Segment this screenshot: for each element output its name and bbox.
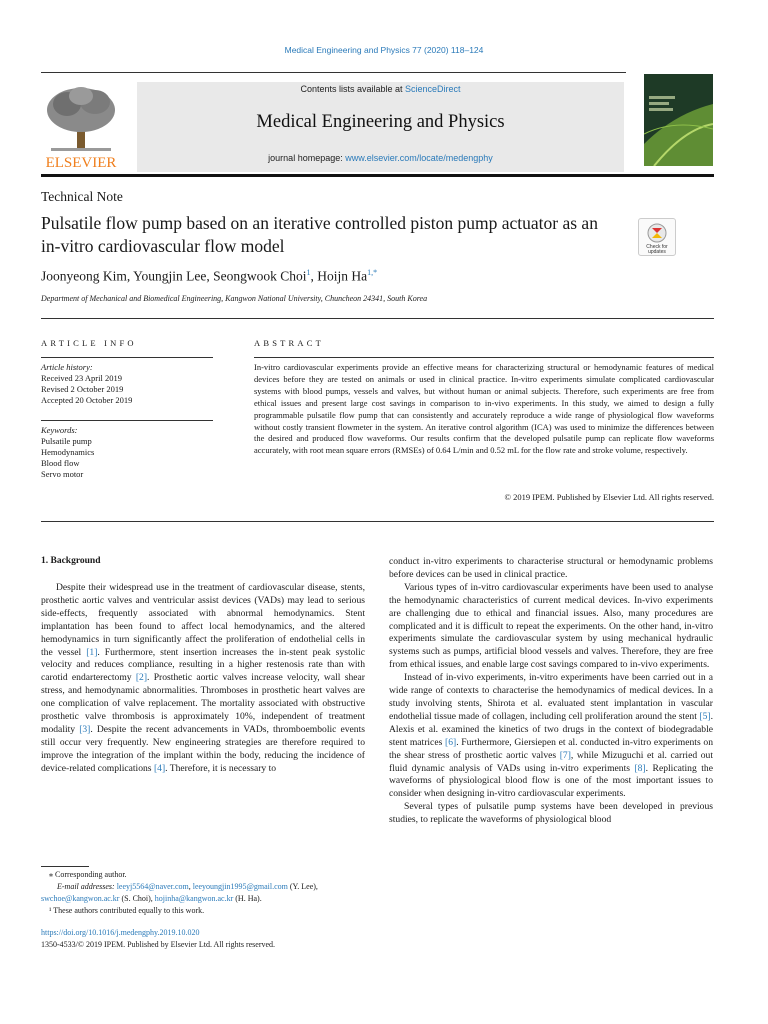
keyword: Hemodynamics — [41, 447, 95, 457]
email-line: E-mail addresses: leeyj5564@naver.com, leeyoungjin1995@gmail.com (Y. Lee), — [57, 882, 318, 891]
abstract-rule — [254, 357, 714, 358]
citation-link[interactable]: [8] — [634, 762, 646, 774]
paragraph: Various types of in-vitro cardiovascular experiments have been used to analyse the hemodynamic characteristics of current medical devices. In-vivo experiments are challenging due to ethical and financial issues. Also, many procedures are complicated and it is difficult to repeat the experiments. On the other hand, in-vitro experiments simulate the cardiovascular system by using mechanical hydraulic systems such as pumps, artificial blood vessels and valves. Therefore, they are free from ethical issues, and enable large cost savings compared to in-vivo experiments. — [389, 581, 713, 671]
doi-link[interactable]: https://doi.org/10.1016/j.medengphy.2019.10.020 — [41, 928, 200, 937]
divider — [41, 318, 714, 319]
history-accepted: Accepted 20 October 2019 — [41, 395, 133, 405]
keywords-rule — [41, 420, 213, 421]
author-affiliation-mark[interactable]: 1,* — [367, 268, 378, 277]
keyword: Servo motor — [41, 469, 84, 479]
citation-link[interactable]: [7] — [559, 749, 571, 761]
contents-prefix: Contents lists available at — [300, 84, 406, 94]
keywords-label: Keywords: — [41, 425, 78, 435]
abstract-text: In-vitro cardiovascular experiments provide an effective means for characterizing structural or hemodynamic features of medical devices before they are tested on animals or used in clinical practice. In-vitro experiments simulate complicated cardiovascular systems with blood pumps, vessels and valves, but without human or animal subjects. Therefore, such experiments are free from ethical issues and present large cost savings in comparison to in-vivo experiments. In this study, we aimed to design a fully programmable pulsatile flow pump that can consistently and accurately reproduce a wide range of physiological flow waveforms without costly transient flowmeter in the system. An iterative control algorithm (ICA) was used to minimize the differences between the desired and produced flow waveforms. Our results confirm that the developed pulsatile pump can replicate flow waveforms accurately, with root mean square errors (RMSEs) of 0.64 L/min and 0.52 mL for the flow rate and stroke volume, respectively. — [254, 362, 714, 456]
email-link[interactable]: swchoe@kangwon.ac.kr — [41, 894, 120, 903]
author-name: Seongwook Choi — [213, 268, 307, 284]
article-history — [41, 362, 132, 406]
email-line: swchoe@kangwon.ac.kr (S. Choi), hojinha@kangwon.ac.kr (H. Ha). — [41, 894, 262, 903]
section-heading: 1. Background — [41, 556, 101, 566]
article-info-rule — [41, 357, 213, 358]
svg-text:ELSEVIER: ELSEVIER — [45, 155, 117, 170]
body-right-column — [389, 556, 713, 827]
journal-reference[interactable]: Medical Engineering and Physics 77 (2020) 118–124 — [284, 45, 484, 55]
paragraph: Instead of in-vivo experiments, in-vitro experiments have been carried out in a wide range of contexts to characterise the hemodynamics of medical devices. In a study involving stents, Shirota et al. evaluated stent implantation in vascular endothelial tissue made of collagen, including cell proliferation around the stent [5]. Alexis et al. examined the kinetics of two drugs in the context of biodegradable stent matrices [6]. Furthermore, Giersiepen et al. conducted in-vitro experiments on the shear stress of prosthetic aortic valves [7], while Mizuguchi et al. carried out fluid dynamic analysis of VADs using in-vitro experiments [8]. Replicating the waveforms of physiological blood flow is one of the most important issues to consider when designing in-vitro cardiovascular experiments. — [389, 672, 713, 800]
equal-contribution-note: ¹ These authors contributed equally to this work. — [49, 906, 205, 915]
citation-link[interactable]: [2] — [135, 672, 148, 684]
sciencedirect-link[interactable]: ScienceDirect — [405, 84, 461, 94]
svg-text:Check for: Check for — [646, 244, 668, 250]
paragraph: conduct in-vitro experiments to characterise structural or hemodynamic problems before devices can be used in clinical practice. — [389, 556, 713, 580]
citation-link[interactable]: [3] — [79, 723, 91, 735]
divider — [41, 521, 714, 522]
body-left-column — [41, 582, 365, 776]
paragraph: Several types of pulsatile pump systems have been developed in previous studies, to replicate the waveforms of physiological blood — [389, 801, 713, 826]
author-name: Youngjin Lee — [133, 268, 207, 284]
abstract-label: ABSTRACT — [254, 338, 324, 348]
affiliation: Department of Mechanical and Biomedical Engineering, Kangwon National University, Chuncheon 24341, South Korea — [41, 294, 428, 303]
article-title: Pulsatile flow pump based on an iterative controlled piston pump actuator as an in-vitro cardiovascular flow model — [41, 213, 598, 256]
svg-text:updates: updates — [648, 249, 666, 255]
contents-line — [137, 84, 624, 94]
doi-block — [41, 927, 275, 950]
history-received: Received 23 April 2019 — [41, 373, 122, 383]
email-link[interactable]: leeyoungjin1995@gmail.com — [192, 882, 288, 891]
corresponding-author-note: ⁎ Corresponding author. — [49, 870, 127, 879]
cover-image — [644, 74, 713, 166]
journal-cover — [644, 74, 713, 166]
keywords — [41, 425, 94, 480]
homepage-link[interactable]: www.elsevier.com/locate/medengphy — [345, 153, 493, 163]
header-thick-rule — [41, 174, 714, 177]
journal-name: Medical Engineering and Physics — [256, 112, 505, 132]
citation-link[interactable]: [4] — [153, 762, 166, 774]
author-list: Joonyeong Kim, Youngjin Lee, Seongwook Choi$^1$, Hoijn $Ha^{1,*}$ — [41, 268, 378, 284]
citation-link[interactable]: [6] — [445, 736, 457, 748]
email-link[interactable]: leeyj5564@naver.com — [116, 882, 189, 891]
author-name: Hoijn Ha — [317, 268, 368, 284]
crossmark-icon — [639, 219, 675, 255]
keyword: Blood flow — [41, 458, 80, 468]
history-revised: Revised 2 October 2019 — [41, 384, 124, 394]
issn-line: 1350-4533/© 2019 IPEM. Published by Elsevier Ltd. All rights reserved. — [41, 939, 276, 949]
email-link[interactable]: hojinha@kangwon.ac.kr — [154, 894, 234, 903]
header-rule — [41, 72, 626, 73]
keyword: Pulsatile pump — [41, 436, 92, 446]
footnote-rule — [41, 866, 89, 867]
citation-link[interactable]: [5] — [699, 710, 711, 722]
abstract-copyright: © 2019 IPEM. Published by Elsevier Ltd. All rights reserved. — [504, 492, 714, 502]
elsevier-tree-icon — [41, 82, 121, 170]
article-info-label: ARTICLE INFO — [41, 338, 137, 348]
article-type: Technical Note — [41, 189, 123, 204]
homepage-line — [137, 153, 624, 163]
author-name: Joonyeong Kim — [41, 268, 127, 284]
paragraph: Despite their widespread use in the treatment of cardiovascular disease, stents, prosthetic aortic valves and ventricular assist devices (VADs) may lead to serious side-effects, frequently associated with abnormal hemodynamics. Stent implantation has been found to affect local hemodynamics, and the altered hemodynamics in turn significantly affect the proliferation of endothelial cells in the vessel [1]. Furthermore, stent insertion increases the in-stent peak systolic velocity and reduces compliance, resulting in a higher restenosis rate than with carotid endarterectomy [2]. Prosthetic aortic valves increase velocity, wall shear stress, and hemodynamic abnormalities. Thromboses in prosthetic heart valves are one complication of valve replacement. The mortality associated with obstructive prosthetic valve thrombosis is approximately 10%, independent of treatment modality [3]. Despite the recent advancements in VADs, thromboembolic events still occur very frequently. New engineering strategies are therefore required to improve the integration of the implant within the body, reducing the incidence of device-related complications [4]. Therefore, it is necessary to — [41, 582, 366, 774]
elsevier-logo — [41, 82, 121, 170]
author-affiliation-mark[interactable]: 1 — [306, 268, 311, 277]
homepage-prefix: journal homepage: — [268, 153, 346, 163]
email-label: E-mail addresses: — [57, 882, 117, 891]
citation-link[interactable]: [1] — [86, 646, 98, 658]
history-label: Article history: — [41, 362, 93, 372]
check-for-updates-button[interactable] — [638, 218, 676, 256]
